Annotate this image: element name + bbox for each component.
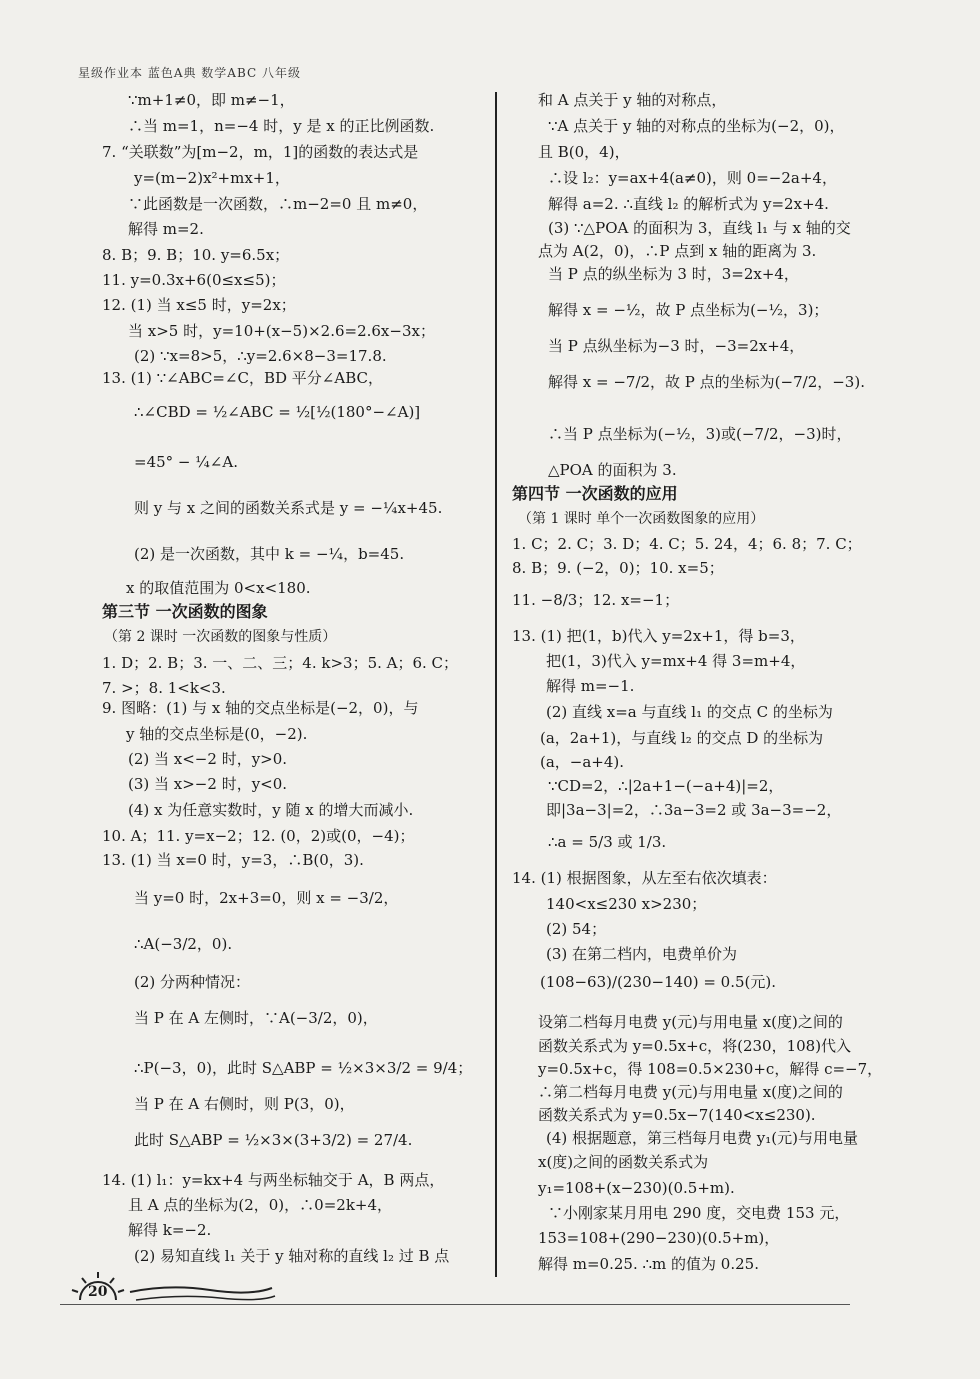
text-line: 点为 A(2，0)，∴P 点到 x 轴的距离为 3. [538,242,817,260]
text-line: (2) 分两种情况： [134,973,251,991]
text-line: (3) 在第二档内，电费单价为 [546,945,738,963]
text-line: 解得 m=0.25. ∴m 的值为 0.25. [538,1255,759,1273]
text-line: (4) 根据题意，第三档每月电费 y₁(元)与用电量 [546,1129,858,1147]
text-line: 11. −8/3；12. x=−1； [512,591,680,609]
text-line: 当 P 在 A 右侧时，则 P(3，0)， [134,1095,355,1113]
column-divider [495,92,497,1277]
section-heading: 第三节 一次函数的图象 [102,602,268,621]
text-line: =45° − ¼∠A. [134,453,238,471]
text-line: 解得 x = −7/2，故 P 点的坐标为(−7/2，−3). [548,373,865,391]
text-line: 7. “关联数”为[m−2，m，1]的函数的表达式是 [102,143,419,161]
text-line: (108−63)/(230−140) = 0.5(元). [540,973,777,991]
text-line: 10. A；11. y=x−2；12. (0，2)或(0，−4)； [102,827,415,845]
text-line: 即|3a−3|=2，∴3a−3=2 或 3a−3=−2， [546,801,842,819]
text-line: ∴A(−3/2，0). [134,935,233,953]
text-line: (a，2a+1)，与直线 l₂ 的交点 D 的坐标为 [540,729,824,747]
text-line: 1. C；2. C；3. D；4. C；5. 24，4；6. 8；7. C； [512,535,862,553]
text-line: 函数关系式为 y=0.5x+c，将(230，108)代入 [538,1037,852,1055]
text-line: 且 B(0，4)， [538,143,630,161]
text-line: (2) 54； [546,920,607,938]
text-line: 9. 图略：(1) 与 x 轴的交点坐标是(−2，0)，与 [102,699,419,717]
text-line: 8. B；9. (−2，0)；10. x=5； [512,559,724,577]
text-line: ∵A 点关于 y 轴的对称点的坐标为(−2，0)， [548,117,845,135]
footer-rule [60,1304,850,1305]
text-line: ∵此函数是一次函数，∴m−2=0 且 m≠0， [128,195,428,213]
text-line: y=0.5x+c，得 108=0.5×230+c，解得 c=−7， [538,1060,883,1078]
text-line: 12. (1) 当 x≤5 时，y=2x； [102,296,296,314]
text-line: 函数关系式为 y=0.5x−7(140<x≤230). [538,1106,816,1124]
text-line: 和 A 点关于 y 轴的对称点， [538,91,727,109]
text-line: 且 A 点的坐标为(2，0)，∴0=2k+4， [128,1196,393,1214]
text-line: 解得 x = −½，故 P 点坐标为(−½，3)； [548,301,829,319]
text-line: 14. (1) 根据图象，从左至右依次填表： [512,869,777,887]
text-line: ∴设 l₂：y=ax+4(a≠0)，则 0=−2a+4， [548,169,837,187]
page-header: 星级作业本 蓝色A典 数学ABC 八年级 [78,66,301,80]
text-line: 14. (1) l₁：y=kx+4 与两坐标轴交于 A，B 两点， [102,1171,445,1189]
text-line: 7. >；8. 1<k<3. [102,679,226,697]
text-line: 13. (1) 当 x=0 时，y=3，∴B(0，3). [102,851,364,869]
text-line: (4) x 为任意实数时，y 随 x 的增大而减小. [128,801,414,819]
text-line: ∴第二档每月电费 y(元)与用电量 x(度)之间的 [538,1083,843,1101]
text-line: 当 P 在 A 左侧时，∵A(−3/2，0)， [134,1009,378,1027]
text-line: (2) ∵x=8>5，∴y=2.6×8−3=17.8. [134,347,387,365]
text-line: 解得 m=−1. [546,677,635,695]
text-line: 140<x≤230 x>230； [546,895,707,913]
text-line: ∵小刚家某月用电 290 度，交电费 153 元， [548,1204,850,1222]
text-line: (3) ∵△POA 的面积为 3，直线 l₁ 与 x 轴的交 [548,219,851,237]
lesson-subheading: （第 2 课时 一次函数的图象与性质） [104,629,337,645]
text-line: (2) 直线 x=a 与直线 l₁ 的交点 C 的坐标为 [546,703,833,721]
text-line: 当 P 点纵坐标为−3 时，−3=2x+4， [548,337,805,355]
text-line: ∴a = 5/3 或 1/3. [548,833,667,851]
text-line: (2) 当 x<−2 时，y>0. [128,750,288,768]
text-line: y 轴的交点坐标是(0，−2). [126,725,308,743]
text-line: x 的取值范围为 0<x<180. [126,579,311,597]
text-line: 此时 S△ABP = ½×3×(3+3/2) = 27/4. [134,1131,413,1149]
text-line: ∴当 P 点坐标为(−½，3)或(−7/2，−3)时， [548,425,852,443]
text-line: ∵m+1≠0，即 m≠−1， [128,91,295,109]
text-line: △POA 的面积为 3. [548,461,677,479]
text-line: (3) 当 x>−2 时，y<0. [128,775,288,793]
text-line: ∵CD=2，∴|2a+1−(−a+4)|=2， [548,777,784,795]
lesson-subheading: （第 1 课时 单个一次函数图象的应用） [518,511,765,527]
text-line: 11. y=0.3x+6(0≤x≤5)； [102,271,286,289]
text-line: x(度)之间的函数关系式为 [538,1153,709,1171]
text-line: ∴当 m=1，n=−4 时，y 是 x 的正比例函数. [128,117,435,135]
text-line: (2) 是一次函数，其中 k = −¼，b=45. [134,545,405,563]
text-line: 当 P 点的纵坐标为 3 时，3=2x+4， [548,265,799,283]
text-line: 8. B；9. B；10. y=6.5x； [102,246,290,264]
section-heading: 第四节 一次函数的应用 [512,484,678,503]
text-line: ∴∠CBD = ½∠ABC = ½[½(180°−∠A)] [134,403,421,421]
text-line: 则 y 与 x 之间的函数关系式是 y = −¼x+45. [134,499,443,517]
text-line: 153=108+(290−230)(0.5+m)， [538,1229,780,1247]
text-line: 1. D；2. B；3. 一、二、三；4. k>3；5. A；6. C； [102,654,459,672]
text-line: 把(1，3)代入 y=mx+4 得 3=m+4， [546,652,806,670]
text-line: 解得 k=−2. [128,1221,212,1239]
text-line: 13. (1) ∵∠ABC=∠C，BD 平分∠ABC， [102,369,383,387]
text-line: 解得 m=2. [128,220,204,238]
text-line: 解得 a=2. ∴直线 l₂ 的解析式为 y=2x+4. [548,195,829,213]
text-line: 当 y=0 时，2x+3=0，则 x = −3/2， [134,889,399,907]
text-line: y₁=108+(x−230)(0.5+m). [538,1179,735,1197]
text-line: 设第二档每月电费 y(元)与用电量 x(度)之间的 [538,1013,843,1031]
text-line: (a，−a+4). [540,753,625,771]
page-number: 20 [88,1284,108,1300]
text-line: 13. (1) 把(1，b)代入 y=2x+1，得 b=3， [512,627,805,645]
text-line: (2) 易知直线 l₁ 关于 y 轴对称的直线 l₂ 过 B 点 [134,1247,450,1265]
text-line: 当 x>5 时，y=10+(x−5)×2.6=2.6x−3x； [128,322,435,340]
text-line: y=(m−2)x²+mx+1， [134,169,290,187]
text-line: ∴P(−3，0)，此时 S△ABP = ½×3×3/2 = 9/4； [134,1059,473,1077]
